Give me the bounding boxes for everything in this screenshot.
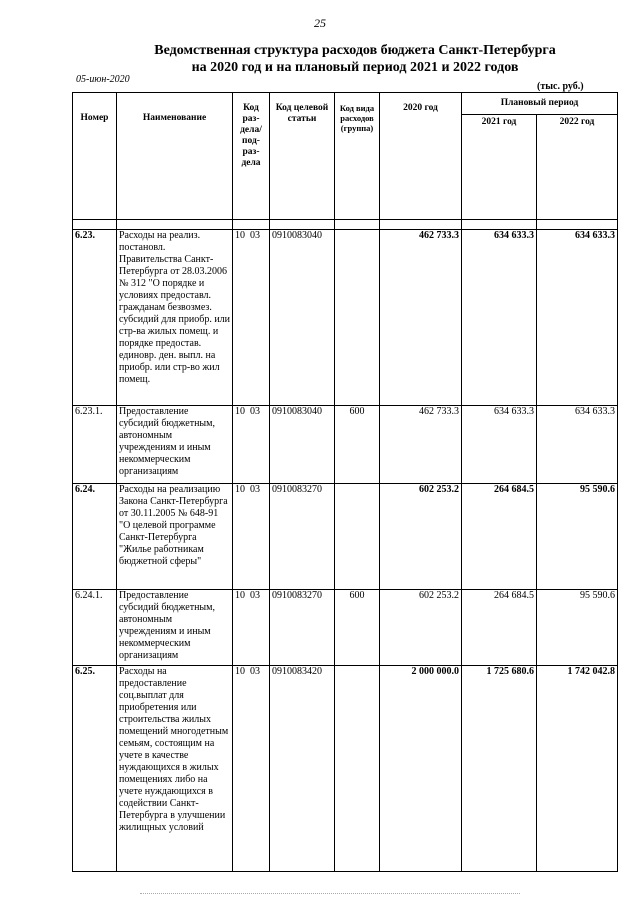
- row-number: 6.24.: [73, 484, 117, 590]
- header-number: Номер: [73, 93, 117, 220]
- table-row: [73, 230, 618, 406]
- header-name: Наименование: [117, 93, 233, 220]
- page-number: 25: [314, 16, 326, 30]
- row-target: 0910083270: [270, 590, 335, 666]
- row-2021: 634 633.3: [462, 406, 537, 484]
- row-type: [335, 230, 380, 406]
- row-target: 0910083040: [270, 406, 335, 484]
- row-2020: 2 000 000.0: [380, 666, 462, 872]
- header-2021: 2021 год: [462, 115, 537, 220]
- row-name: Предоставление субсидий бюджетным, автономным учреждениям и иным некоммерческим организациям: [117, 590, 233, 666]
- expenditure-table: [72, 92, 618, 872]
- row-section: 10 03: [233, 406, 270, 484]
- table-row: [73, 484, 618, 590]
- row-2022: 634 633.3: [537, 406, 618, 484]
- row-number: 6.23.1.: [73, 406, 117, 484]
- units-label: (тыс. руб.): [537, 81, 584, 92]
- table-row: [73, 666, 618, 872]
- row-2021: 264 684.5: [462, 590, 537, 666]
- row-2021: 264 684.5: [462, 484, 537, 590]
- row-type: [335, 484, 380, 590]
- row-2022: 1 742 042.8: [537, 666, 618, 872]
- row-target: 0910083420: [270, 666, 335, 872]
- row-number: 6.25.: [73, 666, 117, 872]
- row-number: 6.24.1.: [73, 590, 117, 666]
- row-2021: 634 633.3: [462, 230, 537, 406]
- document-date: 05-июн-2020: [76, 74, 130, 85]
- page-title: [100, 42, 610, 76]
- row-2022: 95 590.6: [537, 590, 618, 666]
- row-target: 0910083270: [270, 484, 335, 590]
- row-type: 600: [335, 406, 380, 484]
- scan-artifact: [140, 893, 520, 896]
- header-section: Код раз- дела/ под- раз- дела: [233, 93, 270, 220]
- row-name: Расходы на предоставление соц.выплат для приобретения или строительства жилых помещений многодетным семьям, состоящим на учете в качестве нуждающихся в жилых помещениях либо на учете нуждающихся в содействии Санкт-Петербурга в улучшении жилищных условий: [117, 666, 233, 872]
- row-name: Расходы на реализ. постановл. Правительства Санкт-Петербурга от 28.03.2006 № 312 "О порядке и условиях предоставл. гражданам безвозмез. субсидий для приобр. или стр-ва жилых помещ. и порядке предостав. единовр. ден. выпл. на приобр. или стр-во жил помещ.: [117, 230, 233, 406]
- row-2020: 602 253.2: [380, 590, 462, 666]
- row-2022: 634 633.3: [537, 230, 618, 406]
- header-2022: 2022 год: [537, 115, 618, 220]
- table-row: [73, 406, 618, 484]
- header-plan-period: Плановый период: [462, 93, 618, 115]
- row-section: 10 03: [233, 666, 270, 872]
- row-section: 10 03: [233, 590, 270, 666]
- row-name: Расходы на реализацию Закона Санкт-Петербурга от 30.11.2005 № 648-91 "О целевой программе Санкт-Петербурга "Жилье работникам бюджетной сферы": [117, 484, 233, 590]
- title-line-2: на 2020 год и на плановый период 2021 и 2022 годов: [191, 60, 519, 75]
- row-target: 0910083040: [270, 230, 335, 406]
- row-2020: 462 733.3: [380, 230, 462, 406]
- row-type: [335, 666, 380, 872]
- row-2022: 95 590.6: [537, 484, 618, 590]
- row-2020: 602 253.2: [380, 484, 462, 590]
- table-row: [73, 590, 618, 666]
- row-section: 10 03: [233, 230, 270, 406]
- row-section: 10 03: [233, 484, 270, 590]
- row-type: 600: [335, 590, 380, 666]
- spacer-row: [73, 220, 618, 230]
- row-2020: 462 733.3: [380, 406, 462, 484]
- header-type: Код вида расходов (группа): [335, 93, 380, 220]
- row-name: Предоставление субсидий бюджетным, автономным учреждениям и иным некоммерческим организациям: [117, 406, 233, 484]
- header-target: Код целевой статьи: [270, 93, 335, 220]
- title-line-1: Ведомственная структура расходов бюджета Санкт-Петербурга: [154, 43, 556, 58]
- row-number: 6.23.: [73, 230, 117, 406]
- header-2020: 2020 год: [380, 93, 462, 220]
- row-2021: 1 725 680.6: [462, 666, 537, 872]
